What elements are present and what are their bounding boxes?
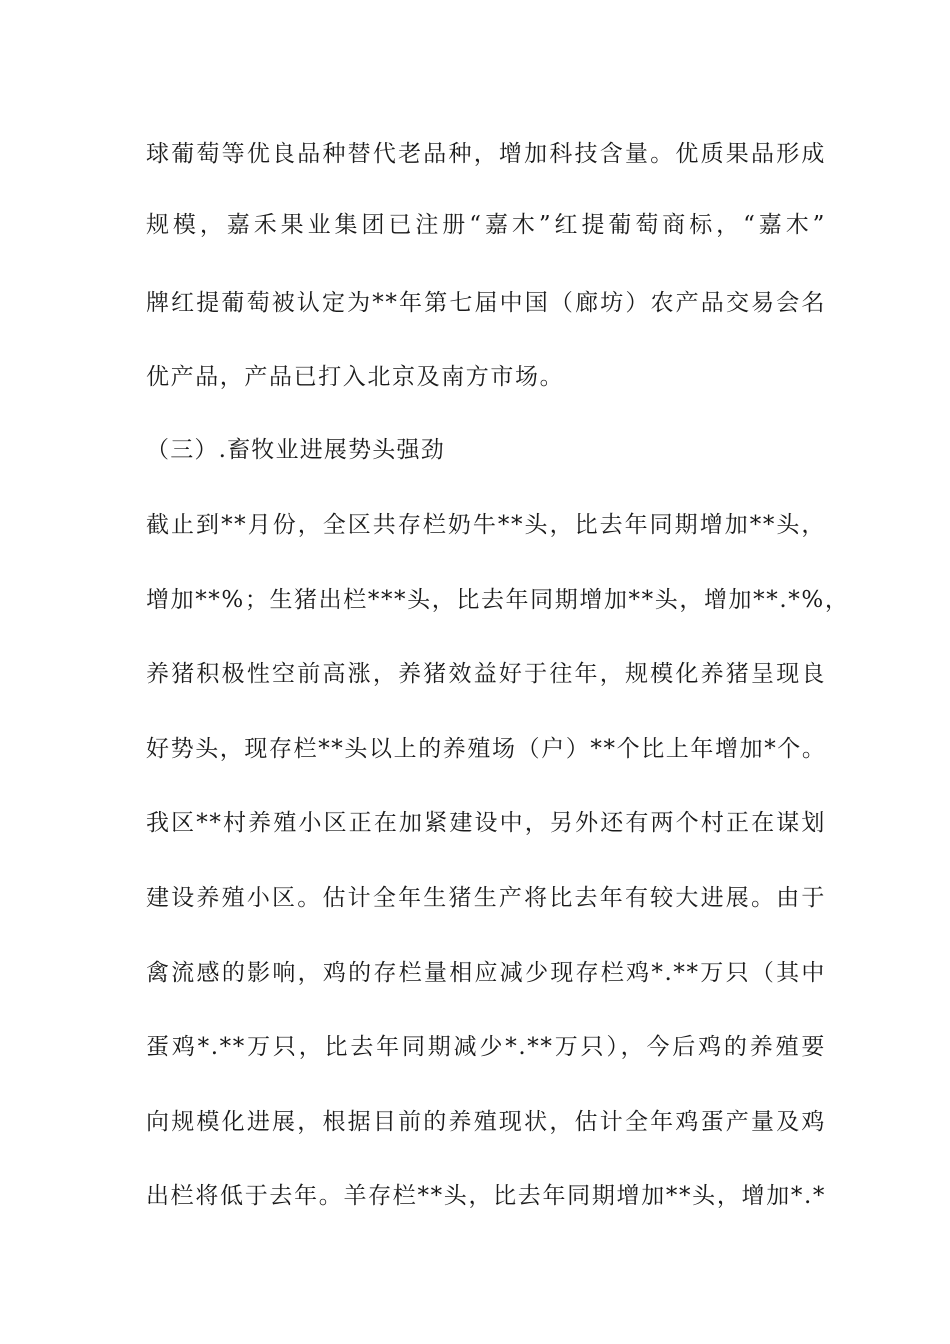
paragraph-line: 球葡萄等优良品种替代老品种，增加科技含量。优质果品形成: [146, 141, 826, 167]
paragraph-line: 出栏将低于去年。羊存栏**头，比去年同期增加**头，增加*.*: [146, 1183, 826, 1209]
paragraph-line: 蛋鸡*.**万只，比去年同期减少*.**万只），今后鸡的养殖要: [146, 1034, 826, 1060]
paragraph-line: 禽流感的影响，鸡的存栏量相应减少现存栏鸡*.**万只（其中: [146, 960, 826, 986]
paragraph-line: 养猪积极性空前高涨，养猪效益好于往年，规模化养猪呈现良: [146, 661, 826, 687]
paragraph-line: 好势头，现存栏**头以上的养殖场（户）**个比上年增加*个。: [146, 736, 827, 762]
paragraph-line: 牌红提葡萄被认定为**年第七届中国（廊坊）农产品交易会名: [146, 290, 826, 316]
paragraph-line: 建设养殖小区。估计全年生猪生产将比去年有较大进展。由于: [146, 885, 826, 911]
paragraph-line: 截止到**月份，全区共存栏奶牛**头，比去年同期增加**头，: [146, 512, 826, 538]
paragraph-line: 我区**村养殖小区正在加紧建设中，另外还有两个村正在谋划: [146, 810, 826, 836]
paragraph-line: 增加**%；生猪出栏***头，比去年同期增加**头，增加**.*%，: [146, 587, 850, 613]
paragraph-line: 向规模化进展，根据目前的养殖现状，估计全年鸡蛋产量及鸡: [146, 1109, 826, 1135]
paragraph-line: 规模，嘉禾果业集团已注册“嘉木”红提葡萄商标，“嘉木”: [146, 212, 826, 238]
section-heading: （三）.畜牧业进展势头强劲: [146, 437, 445, 463]
paragraph-line: 优产品，产品已打入北京及南方市场。: [146, 364, 565, 390]
